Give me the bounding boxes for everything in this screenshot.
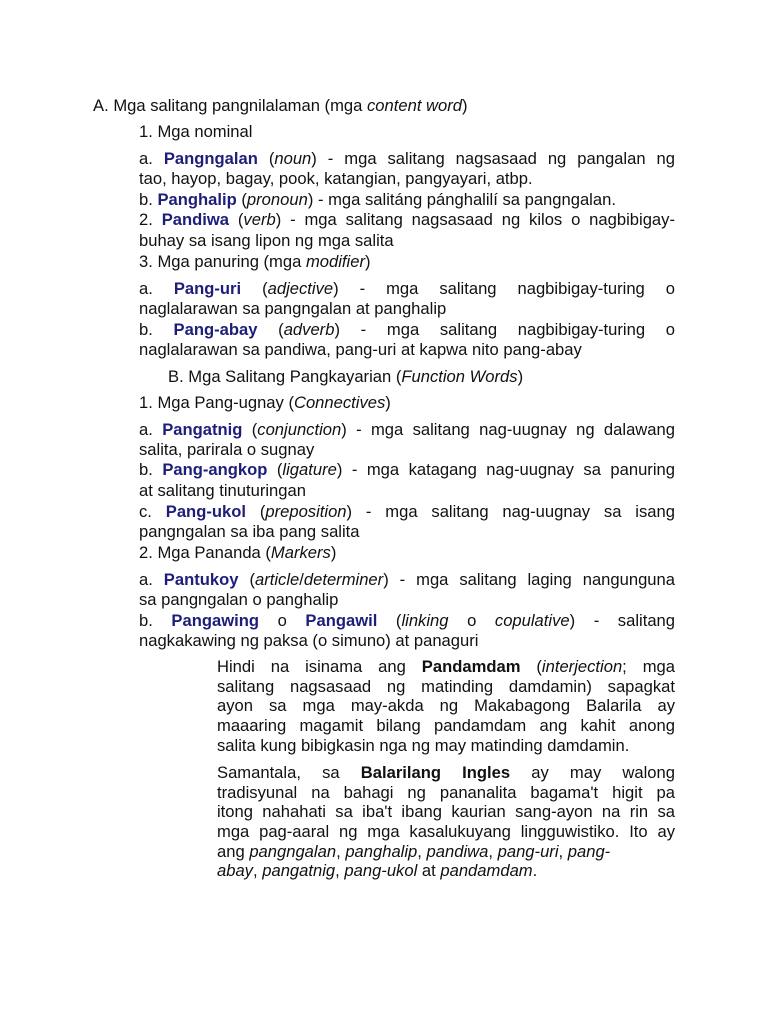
noun-line-2: tao, hayop, bagay, pook, katangian, pangyayari, atbp. [139, 169, 533, 188]
term-panghalip: Panghalip [157, 190, 237, 209]
ligature-line-1: b. Pang-angkop (ligature) - mga katagang nag-uugnay sa panuring [139, 460, 675, 479]
term-pangngalan: Pangngalan [163, 149, 258, 168]
term-pandiwa: Pandiwa [161, 210, 230, 229]
interjection-line-4: maaaring magamit bilang pandamdam ang kahit anong [217, 716, 675, 735]
noun-line-1: a. Pangngalan (noun) - mga salitang nagsasaad ng pangalan ng [139, 149, 675, 168]
section-b-heading: B. Mga Salitang Pangkayarian (Function Words) [168, 367, 524, 386]
pronoun-line: b. Panghalip (pronoun) - mga salitáng pánghalilí sa pangngalan. [139, 190, 616, 209]
term-pang-angkop: Pang-angkop [162, 460, 268, 479]
term-pangatnig: Pangatnig [162, 420, 243, 439]
preposition-line-2: pangngalan sa iba pang salita [139, 522, 360, 541]
english-line-5: ang pangngalan, panghalip, pandiwa, pang-uri, pang- [217, 842, 611, 861]
section-a-heading: A. Mga salitang pangnilalaman (mga content word) [93, 96, 468, 115]
article-line-1: a. Pantukoy (article/determiner) - mga salitang laging nangunguna [139, 570, 675, 589]
verb-line-2: buhay sa isang lipon ng mga salita [139, 231, 394, 250]
linking-line-1: b. Pangawing o Pangawil (linking o copulative) - salitang [139, 611, 675, 630]
term-pantukoy: Pantukoy [163, 570, 239, 589]
english-line-3: itong nahahati sa iba't ibang kaurian sang-ayon na rin sa [217, 802, 675, 821]
modifier-heading: 3. Mga panuring (mga modifier) [139, 252, 371, 271]
term-pang-ukol: Pang-ukol [165, 502, 246, 521]
verb-line-1: 2. Pandiwa (verb) - mga salitang nagsasaad ng kilos o nagbibigay- [139, 210, 675, 229]
english-line-2: tradisyunal na bahagi ng pananalita bagama't higit pa [217, 783, 675, 802]
english-line-6: abay, pangatnig, pang-ukol at pandamdam. [217, 861, 538, 880]
english-line-1: Samantala, sa Balarilang Ingles ay may walong [217, 763, 675, 782]
markers-heading: 2. Mga Pananda (Markers) [139, 543, 337, 562]
term-balarilang-ingles: Balarilang Ingles [360, 763, 511, 782]
adjective-line-2: naglalarawan sa pangngalan at panghalip [139, 299, 447, 318]
term-pang-abay: Pang-abay [173, 320, 258, 339]
linking-line-2: nagkakawing ng paksa (o simuno) at panaguri [139, 631, 479, 650]
article-line-2: sa pangngalan o panghalip [139, 590, 339, 609]
preposition-line-1: c. Pang-ukol (preposition) - mga salitang nag-uugnay sa isang [139, 502, 675, 521]
term-pangawil: Pangawil [305, 611, 378, 630]
nominal-heading: 1. Mga nominal [139, 122, 253, 141]
interjection-line-2: salitang nagsasaad ng matinding damdamin) sapagkat [217, 677, 675, 696]
adverb-line-2: naglalarawan sa pandiwa, pang-uri at kapwa nito pang-abay [139, 340, 582, 359]
interjection-line-1: Hindi na isinama ang Pandamdam (interjection; mga [217, 657, 675, 676]
conjunction-line-2: salita, parirala o sugnay [139, 440, 315, 459]
conjunction-line-1: a. Pangatnig (conjunction) - mga salitang nag-uugnay ng dalawang [139, 420, 675, 439]
adjective-line-1: a. Pang-uri (adjective) - mga salitang nagbibigay-turing o [139, 279, 675, 298]
adverb-line-1: b. Pang-abay (adverb) - mga salitang nagbibigay-turing o [139, 320, 675, 339]
interjection-line-3: ayon sa mga may-akda ng Makabagong Balarila ay [217, 696, 675, 715]
interjection-line-5: salita kung bibigkasin nga ng may matinding damdamin. [217, 736, 630, 755]
term-pang-uri: Pang-uri [173, 279, 242, 298]
connectives-heading: 1. Mga Pang-ugnay (Connectives) [139, 393, 391, 412]
term-pangawing: Pangawing [171, 611, 260, 630]
ligature-line-2: at salitang tinuturingan [139, 481, 306, 500]
term-pandamdam: Pandamdam [421, 657, 521, 676]
english-line-4: mga pag-aaral ng mga kasalukuyang lingguwistiko. Ito ay [217, 822, 675, 841]
